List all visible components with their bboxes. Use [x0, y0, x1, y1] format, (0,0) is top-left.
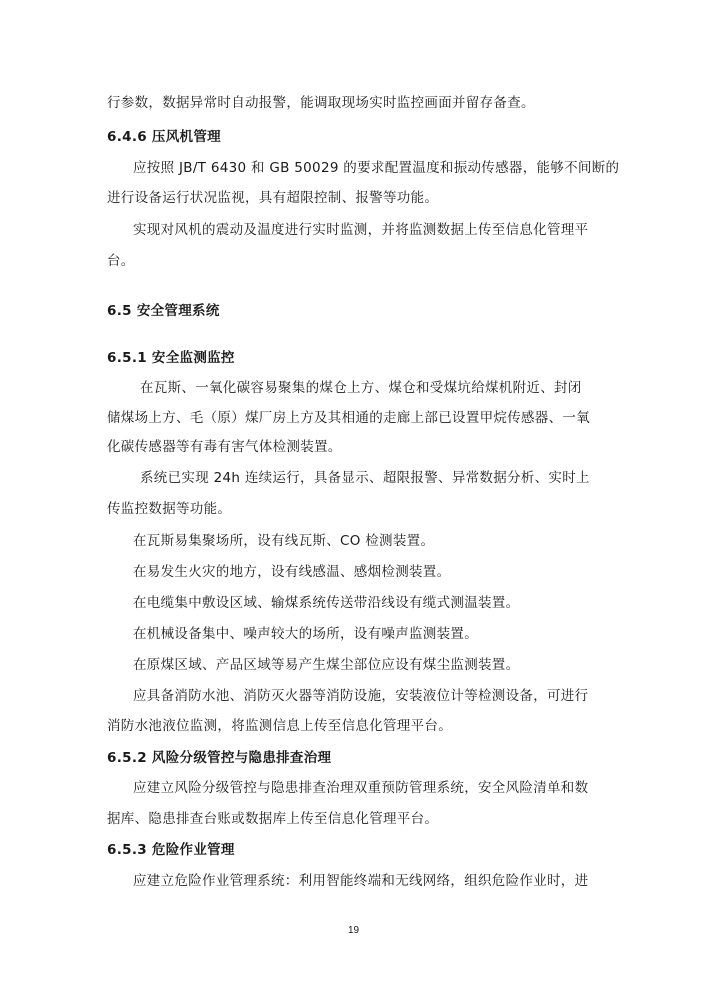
- body-text-line: 应建立危险作业管理系统：利用智能终端和无线网络，组织危险作业时，进: [133, 873, 589, 889]
- page-number: 19: [347, 925, 360, 936]
- body-text-line: 系统已实现 24h 连续运行，具备显示、超限报警、异常数据分析、实时上: [140, 470, 590, 486]
- body-text-line: 储煤场上方、毛（原）煤厂房上方及其相通的走廊上部已设置甲烷传感器、一氧: [107, 410, 590, 426]
- body-text-line: 在机械设备集中、噪声较大的场所，设有噪声监测装置。: [133, 626, 478, 642]
- body-text-line: 化碳传感器等有毒有害气体检测装置。: [107, 439, 342, 455]
- body-text-line: 进行设备运行状况监视，具有超限控制、报警等功能。: [107, 190, 439, 206]
- section-heading-6-5-3: 6.5.3 危险作业管理: [107, 842, 235, 858]
- body-text-line: 实现对风机的震动及温度进行实时监测，并将监测数据上传至信息化管理平: [133, 222, 589, 238]
- section-heading-6-5: 6.5 安全管理系统: [107, 303, 220, 319]
- body-text-line: 行参数，数据异常时自动报警，能调取现场实时监控画面并留存备查。: [107, 95, 535, 111]
- body-text-line: 台。: [107, 253, 135, 269]
- body-text-line: 应建立风险分级管控与隐患排查治理双重预防管理系统，安全风险清单和数: [133, 780, 589, 796]
- section-heading-6-4-6: 6.4.6 压风机管理: [107, 129, 221, 145]
- section-heading-6-5-1: 6.5.1 安全监测监控: [107, 350, 235, 366]
- body-text-line: 消防水池液位监测，将监测信息上传至信息化管理平台。: [107, 718, 452, 734]
- body-text-line: 应具备消防水池、消防灭火器等消防设施，安装液位计等检测设备，可进行: [133, 688, 589, 704]
- section-heading-6-5-2: 6.5.2 风险分级管控与隐患排查治理: [107, 750, 332, 766]
- body-text-line: 传监控数据等功能。: [107, 501, 232, 517]
- body-text-line: 在易发生火灾的地方，设有线感温、感烟检测装置。: [133, 564, 451, 580]
- body-text-line: 在瓦斯易集聚场所，设有线瓦斯、CO 检测装置。: [133, 533, 435, 549]
- body-text-line: 在电缆集中敷设区域、输煤系统传送带沿线设有缆式测温装置。: [133, 595, 520, 611]
- body-text-line: 在瓦斯、一氧化碳容易聚集的煤仓上方、煤仓和受煤坑给煤机附近、封闭: [140, 380, 582, 396]
- body-text-line: 据库、隐患排查台账或数据库上传至信息化管理平台。: [107, 811, 439, 827]
- body-text-line: 在原煤区域、产品区域等易产生煤尘部位应设有煤尘监测装置。: [133, 657, 520, 673]
- body-text-line: 应按照 JB/T 6430 和 GB 50029 的要求配置温度和振动传感器，能够不间断的: [133, 160, 620, 176]
